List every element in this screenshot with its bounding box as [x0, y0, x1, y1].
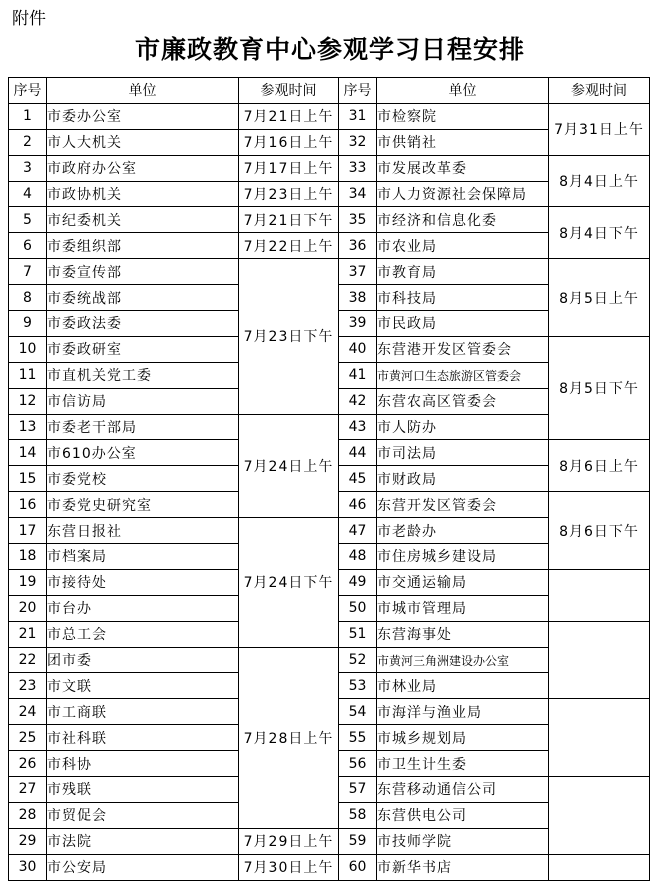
row-number: 15 [9, 466, 47, 492]
row-number-2: 49 [339, 569, 377, 595]
unit-name: 东营日报社 [47, 518, 239, 544]
unit-name-2: 东营港开发区管委会 [377, 336, 549, 362]
header-no: 序号 [9, 78, 47, 104]
row-number: 27 [9, 777, 47, 803]
row-number: 2 [9, 129, 47, 155]
unit-name-2: 市人力资源社会保障局 [377, 181, 549, 207]
unit-name-2: 市科技局 [377, 285, 549, 311]
row-number-2: 41 [339, 362, 377, 388]
row-number-2: 46 [339, 492, 377, 518]
visit-time: 7月22日上午 [239, 233, 339, 259]
unit-name: 市接待处 [47, 569, 239, 595]
table-row [9, 854, 650, 880]
unit-name: 团市委 [47, 647, 239, 673]
unit-name: 市工商联 [47, 699, 239, 725]
unit-name: 市科协 [47, 751, 239, 777]
unit-name-2: 市教育局 [377, 259, 549, 285]
header-unit-2: 单位 [377, 78, 549, 104]
unit-name: 市总工会 [47, 621, 239, 647]
unit-name-2: 东营供电公司 [377, 802, 549, 828]
header-time: 参观时间 [239, 78, 339, 104]
unit-name-2: 东营海事处 [377, 621, 549, 647]
row-number: 11 [9, 362, 47, 388]
row-number-2: 45 [339, 466, 377, 492]
unit-name-2: 市海洋与渔业局 [377, 699, 549, 725]
row-number: 26 [9, 751, 47, 777]
row-number-2: 36 [339, 233, 377, 259]
unit-name-2: 市检察院 [377, 103, 549, 129]
unit-name-2: 市老龄办 [377, 518, 549, 544]
unit-name: 市委党史研究室 [47, 492, 239, 518]
unit-name: 市信访局 [47, 388, 239, 414]
unit-name: 市委老干部局 [47, 414, 239, 440]
row-number-2: 54 [339, 699, 377, 725]
visit-time-2: 8月5日上午 [549, 259, 650, 337]
page-title: 市廉政教育中心参观学习日程安排 [134, 35, 525, 64]
unit-name-2: 市城乡规划局 [377, 725, 549, 751]
unit-name: 市委宣传部 [47, 259, 239, 285]
visit-time: 7月21日上午 [239, 103, 339, 129]
unit-name-2: 市技师学院 [377, 828, 549, 854]
row-number-2: 51 [339, 621, 377, 647]
visit-time: 7月29日上午 [239, 828, 339, 854]
row-number: 6 [9, 233, 47, 259]
unit-name: 市委政法委 [47, 311, 239, 337]
visit-time-2 [549, 621, 650, 699]
row-number-2: 60 [339, 854, 377, 880]
unit-name-2: 市财政局 [377, 466, 549, 492]
unit-name: 市档案局 [47, 544, 239, 570]
unit-name: 市政府办公室 [47, 155, 239, 181]
row-number: 9 [9, 311, 47, 337]
row-number: 14 [9, 440, 47, 466]
row-number-2: 47 [339, 518, 377, 544]
header-unit: 单位 [47, 78, 239, 104]
row-number-2: 48 [339, 544, 377, 570]
unit-name: 市政协机关 [47, 181, 239, 207]
table-row [9, 103, 650, 129]
unit-name-2: 市人防办 [377, 414, 549, 440]
row-number-2: 38 [339, 285, 377, 311]
visit-time: 7月28日上午 [239, 647, 339, 828]
row-number: 20 [9, 595, 47, 621]
visit-time: 7月30日上午 [239, 854, 339, 880]
unit-name-2: 市发展改革委 [377, 155, 549, 181]
visit-time-2: 7月31日上午 [549, 103, 650, 155]
row-number: 24 [9, 699, 47, 725]
unit-name-2: 市黄河口生态旅游区管委会 [377, 362, 549, 388]
row-number-2: 59 [339, 828, 377, 854]
row-number: 19 [9, 569, 47, 595]
unit-name: 市台办 [47, 595, 239, 621]
visit-time-2: 8月5日下午 [549, 336, 650, 440]
unit-name: 市残联 [47, 777, 239, 803]
visit-time-2: 8月4日下午 [549, 207, 650, 259]
schedule-table [8, 77, 650, 881]
visit-time-2 [549, 569, 650, 621]
row-number: 4 [9, 181, 47, 207]
unit-name-2: 市民政局 [377, 311, 549, 337]
visit-time-2 [549, 699, 650, 777]
header-row [9, 78, 650, 104]
annex-label: 附件 [12, 9, 46, 29]
unit-name-2: 市住房城乡建设局 [377, 544, 549, 570]
unit-name-2: 市交通运输局 [377, 569, 549, 595]
unit-name-2: 市农业局 [377, 233, 549, 259]
visit-time-2: 8月6日上午 [549, 440, 650, 492]
row-number: 18 [9, 544, 47, 570]
unit-name: 市委办公室 [47, 103, 239, 129]
row-number: 13 [9, 414, 47, 440]
row-number: 22 [9, 647, 47, 673]
row-number-2: 31 [339, 103, 377, 129]
row-number: 7 [9, 259, 47, 285]
schedule-body [9, 103, 650, 880]
unit-name-2: 市新华书店 [377, 854, 549, 880]
unit-name-2: 市卫生计生委 [377, 751, 549, 777]
unit-name: 市纪委机关 [47, 207, 239, 233]
row-number: 23 [9, 673, 47, 699]
unit-name-2: 东营开发区管委会 [377, 492, 549, 518]
visit-time: 7月23日上午 [239, 181, 339, 207]
row-number-2: 42 [339, 388, 377, 414]
unit-name: 市公安局 [47, 854, 239, 880]
visit-time-2 [549, 777, 650, 855]
unit-name-2: 市供销社 [377, 129, 549, 155]
row-number: 25 [9, 725, 47, 751]
row-number-2: 52 [339, 647, 377, 673]
row-number: 3 [9, 155, 47, 181]
row-number: 1 [9, 103, 47, 129]
unit-name: 市委组织部 [47, 233, 239, 259]
unit-name: 市贸促会 [47, 802, 239, 828]
header-no-2: 序号 [339, 78, 377, 104]
row-number: 16 [9, 492, 47, 518]
visit-time-2 [549, 854, 650, 880]
row-number: 17 [9, 518, 47, 544]
table-row [9, 207, 650, 233]
row-number-2: 35 [339, 207, 377, 233]
unit-name-2: 市城市管理局 [377, 595, 549, 621]
row-number-2: 32 [339, 129, 377, 155]
row-number-2: 40 [339, 336, 377, 362]
unit-name-2: 东营移动通信公司 [377, 777, 549, 803]
unit-name-2: 市黄河三角洲建设办公室 [377, 647, 549, 673]
row-number: 21 [9, 621, 47, 647]
unit-name-2: 市林业局 [377, 673, 549, 699]
row-number-2: 58 [339, 802, 377, 828]
unit-name: 市人大机关 [47, 129, 239, 155]
row-number-2: 44 [339, 440, 377, 466]
unit-name: 市直机关党工委 [47, 362, 239, 388]
unit-name: 市法院 [47, 828, 239, 854]
row-number-2: 50 [339, 595, 377, 621]
row-number: 8 [9, 285, 47, 311]
row-number-2: 43 [339, 414, 377, 440]
row-number: 30 [9, 854, 47, 880]
unit-name: 市委统战部 [47, 285, 239, 311]
row-number-2: 53 [339, 673, 377, 699]
visit-time-2: 8月4日上午 [549, 155, 650, 207]
row-number-2: 55 [339, 725, 377, 751]
row-number-2: 37 [339, 259, 377, 285]
visit-time: 7月23日下午 [239, 259, 339, 414]
row-number: 28 [9, 802, 47, 828]
row-number-2: 33 [339, 155, 377, 181]
visit-time-2: 8月6日下午 [549, 492, 650, 570]
row-number-2: 34 [339, 181, 377, 207]
row-number-2: 39 [339, 311, 377, 337]
unit-name: 市社科联 [47, 725, 239, 751]
unit-name: 市610办公室 [47, 440, 239, 466]
visit-time: 7月17日上午 [239, 155, 339, 181]
table-row [9, 155, 650, 181]
unit-name: 市委政研室 [47, 336, 239, 362]
row-number: 29 [9, 828, 47, 854]
visit-time: 7月24日上午 [239, 414, 339, 518]
row-number: 5 [9, 207, 47, 233]
header-time-2: 参观时间 [549, 78, 650, 104]
row-number: 12 [9, 388, 47, 414]
row-number-2: 57 [339, 777, 377, 803]
unit-name-2: 东营农高区管委会 [377, 388, 549, 414]
unit-name: 市文联 [47, 673, 239, 699]
row-number-2: 56 [339, 751, 377, 777]
visit-time: 7月21日下午 [239, 207, 339, 233]
table-row [9, 259, 650, 285]
unit-name: 市委党校 [47, 466, 239, 492]
visit-time: 7月24日下午 [239, 518, 339, 647]
row-number: 10 [9, 336, 47, 362]
unit-name-2: 市经济和信息化委 [377, 207, 549, 233]
visit-time: 7月16日上午 [239, 129, 339, 155]
unit-name-2: 市司法局 [377, 440, 549, 466]
